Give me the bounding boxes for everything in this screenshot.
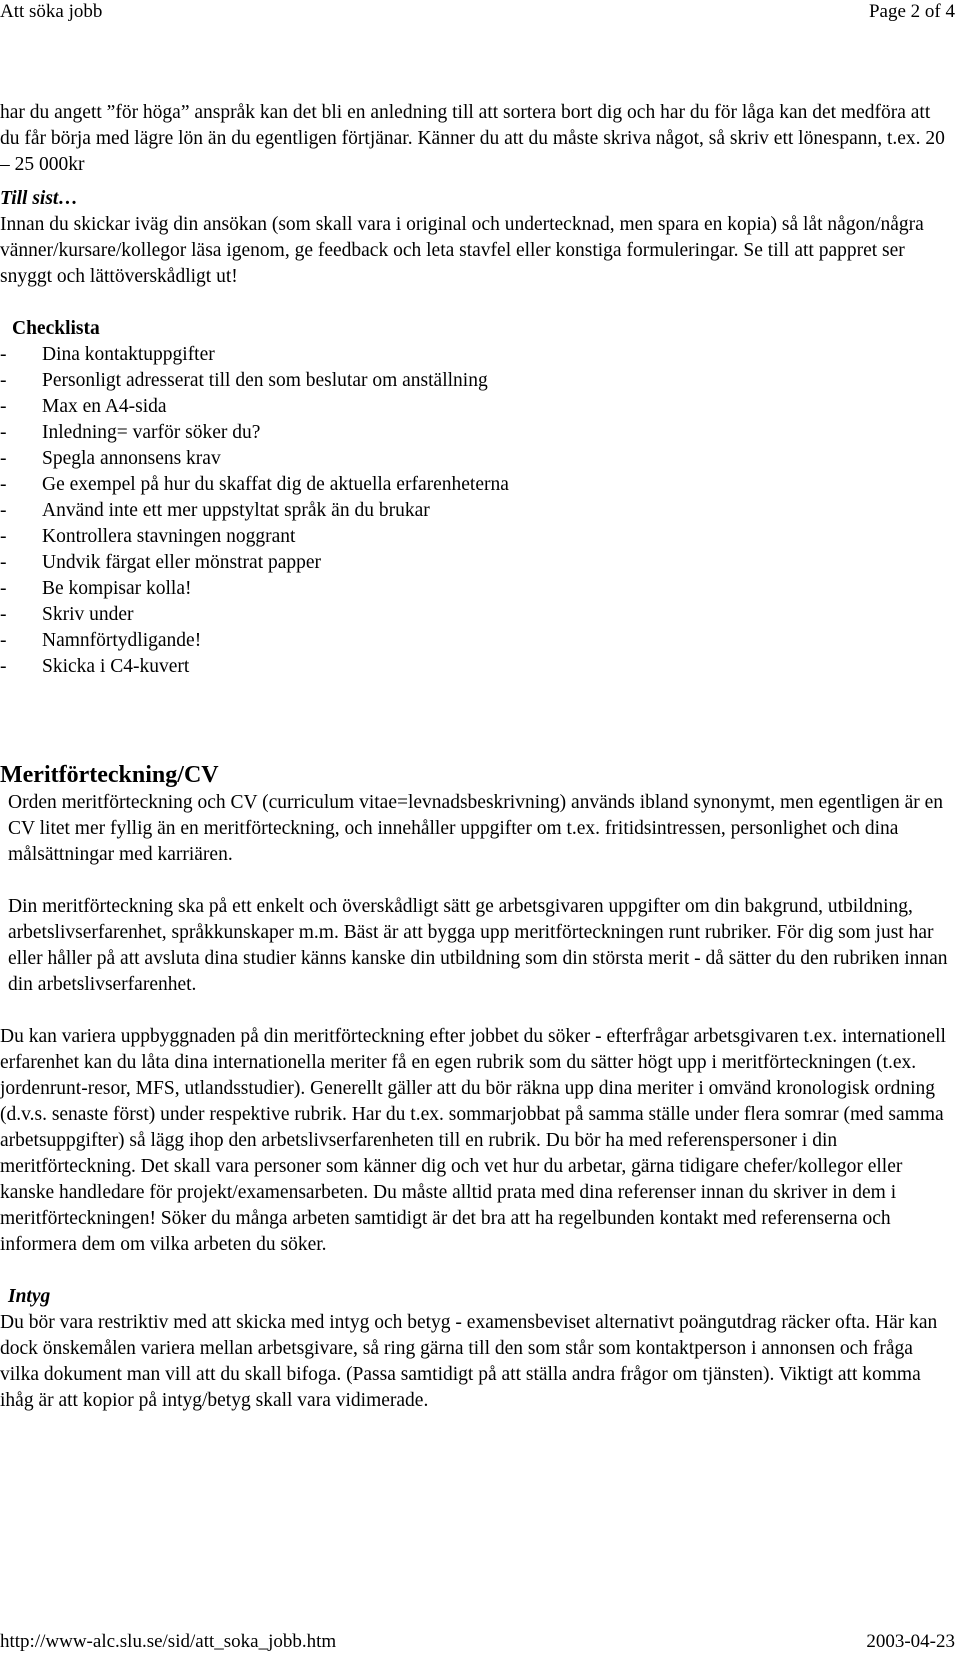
list-item-text: Spegla annonsens krav (42, 448, 221, 469)
list-item (0, 524, 950, 550)
list-item (0, 368, 950, 394)
list-item (0, 446, 950, 472)
list-item-text: Dina kontaktuppgifter (42, 344, 215, 365)
intyg-paragraph: Du bör vara restriktiv med att skicka med intyg och betyg - examensbeviset alternativt poängutdrag räcker ofta. Här kan dock önskemålen variera mellan arbetsgivare, så ring gärna till den som står som kontaktperson i annonsen och fråga vilka dokument man vill att du skall bifoga. (Passa samtidigt på att ställa andra frågor om tjänsten). Viktigt att komma ihåg är att kopior på intyg/betyg skall vara vidimerade. (0, 1312, 938, 1411)
list-item (0, 342, 950, 368)
list-item-text: Max en A4-sida (42, 396, 167, 417)
list-dash: - (0, 344, 7, 365)
list-item-text: Skriv under (42, 604, 134, 625)
list-item-text: Skicka i C4-kuvert (42, 656, 190, 677)
till-sist-paragraph: Innan du skickar iväg din ansökan (som skall vara i original och undertecknad, men spara en kopia) så låt någon/några vänner/kursare/kollegor läsa igenom, ge feedback och leta stavfel eller konstiga formuleringar. Se till att pappret ser snyggt och lättöverskådligt ut! (0, 214, 924, 287)
source-url: http://www-alc.slu.se/sid/att_soka_jobb.htm (0, 1631, 337, 1652)
list-item (0, 602, 950, 628)
checklist-title: Checklista (12, 318, 100, 339)
list-dash: - (0, 552, 7, 573)
list-item-text: Kontrollera stavningen noggrant (42, 526, 296, 547)
list-item (0, 628, 950, 654)
list-dash: - (0, 500, 7, 521)
cv-paragraph: Din meritförteckning ska på ett enkelt och överskådligt sätt ge arbetsgivaren uppgifter om din bakgrund, utbildning, arbetslivserfarenhet, språkkunskaper m.m. Bäst är att bygga upp meritförteckningen runt rubriker. För dig som just har eller håller på att avsluta dina studier känns kanske din utbildning som din största merit - då sätter du den rubriken innan din arbetslivserfarenhet. (8, 896, 948, 995)
checklist (0, 342, 950, 680)
list-item (0, 654, 950, 680)
list-dash: - (0, 604, 7, 625)
list-dash: - (0, 526, 7, 547)
cv-paragraph: Orden meritförteckning och CV (curriculum vitae=levnadsbeskrivning) används ibland synonymt, men egentligen är en CV litet mer fyllig än en meritförteckning, och innehåller uppgifter om t.ex. fritidsintressen, personlighet och dina målsättningar med karriären. (8, 792, 944, 865)
cv-heading: Meritförteckning/CV (0, 762, 219, 788)
list-item (0, 472, 950, 498)
list-dash: - (0, 370, 7, 391)
list-item-text: Inledning= varför söker du? (42, 422, 261, 443)
print-date: 2003-04-23 (866, 1631, 955, 1652)
list-dash: - (0, 448, 7, 469)
page-header (0, 0, 960, 26)
document-body (0, 100, 950, 1414)
intro-paragraph: har du angett ”för höga” anspråk kan det bli en anledning till att sortera bort dig och har du för låga kan det medföra att du får börja med lägre lön än du egentligen förtjänar. Känner du att du måste skriva något, så skriv ett lönespann, t.ex. 20 – 25 000kr (0, 102, 945, 175)
list-dash: - (0, 396, 7, 417)
list-item-text: Ge exempel på hur du skaffat dig de aktuella erfarenheterna (42, 474, 509, 495)
page-number: Page 2 of 4 (868, 1, 955, 22)
list-dash: - (0, 656, 7, 677)
list-item-text: Be kompisar kolla! (42, 578, 192, 599)
cv-paragraph: Du kan variera uppbyggnaden på din meritförteckning efter jobbet du söker - efterfrågar arbetsgivaren t.ex. internationell erfarenhet kan du låta dina internationella meriter få en egen rubrik som du sätter högt upp i meritförteckningen (t.ex. jordenrunt-resor, MFS, utlandsstudier). Generellt gäller att du bör räkna upp dina meriter i omvänd kronologisk ordning (d.v.s. senaste först) under respektive rubrik. Har du t.ex. sommarjobbat på samma ställe under flera somrar (med samma arbetsuppgifter) så lägg ihop den arbetslivserfarenheten till en rubrik. Du bör ha med referenspersoner i din meritförteckning. Det skall vara personer som känner dig och vet hur du arbetar, gärna tidigare chefer/kollegor eller kanske handledare för projekt/examensarbeten. Du måste alltid prata med dina referenser innan du skriver in dem i meritförteckningen! Söker du många arbeten samtidigt är det bra att ha regelbunden kontakt med referenserna och informera dem om vilka arbeten du söker. (0, 1026, 946, 1255)
page-footer (0, 1630, 960, 1654)
list-item-text: Namnförtydligande! (42, 630, 202, 651)
list-item (0, 550, 950, 576)
till-sist-heading: Till sist… (0, 188, 78, 209)
list-item (0, 420, 950, 446)
list-dash: - (0, 474, 7, 495)
document-title: Att söka jobb (0, 1, 103, 22)
list-item (0, 576, 950, 602)
list-dash: - (0, 578, 7, 599)
list-item-text: Undvik färgat eller mönstrat papper (42, 552, 322, 573)
list-dash: - (0, 422, 7, 443)
list-dash: - (0, 630, 7, 651)
list-item-text: Personligt adresserat till den som beslutar om anställning (42, 370, 488, 391)
list-item (0, 394, 950, 420)
list-item-text: Använd inte ett mer uppstyltat språk än du brukar (42, 500, 430, 521)
intyg-heading: Intyg (8, 1286, 51, 1307)
list-item (0, 498, 950, 524)
